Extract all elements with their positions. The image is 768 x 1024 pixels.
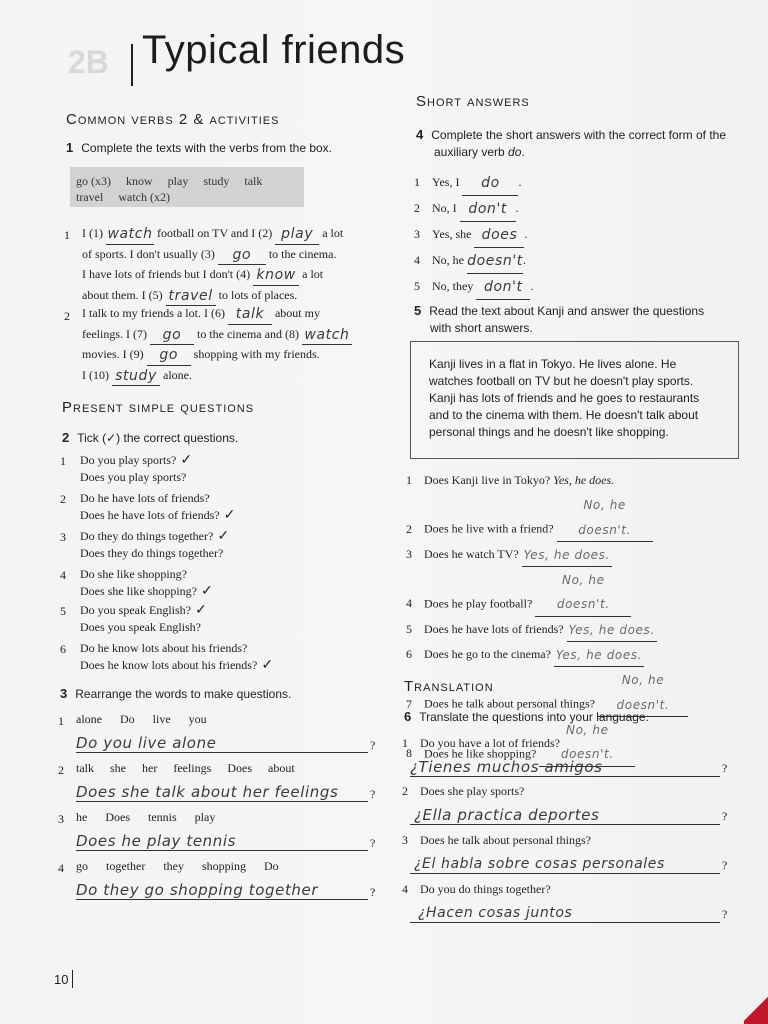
answer-6: talk bbox=[235, 306, 265, 322]
word-box-item: play bbox=[167, 174, 189, 188]
page-title: Typical friends bbox=[142, 28, 406, 72]
comprehension-answer: No, he doesn't. bbox=[556, 573, 610, 612]
page-corner-decoration bbox=[744, 994, 768, 1024]
translation-answer: ¿Ella practica deportes bbox=[414, 806, 600, 824]
word-box-item: talk bbox=[244, 174, 263, 188]
comprehension-answer: No, he doesn't. bbox=[578, 498, 632, 537]
short-answer-item: 3 Yes, she does . bbox=[414, 222, 614, 248]
answer-line-1: Do you live alone bbox=[76, 734, 217, 752]
word-box-item: watch (x2) bbox=[118, 190, 170, 204]
section-heading-present-simple: Present simple questions bbox=[62, 399, 255, 416]
answer-8: watch bbox=[304, 326, 350, 343]
scrambled-words: alone Do live you bbox=[76, 712, 207, 726]
comprehension-answer: No, he doesn't. bbox=[560, 722, 614, 762]
comprehension-item: 3 Does he watch TV? Yes, he does. bbox=[406, 542, 756, 567]
page-number-divider bbox=[72, 970, 73, 988]
exercise-4-list bbox=[414, 170, 614, 300]
comprehension-item: 6 Does he go to the cinema? Yes, he does. bbox=[406, 642, 756, 667]
scrambled-words: go together they shopping Do bbox=[76, 859, 279, 873]
word-box-row bbox=[76, 189, 298, 205]
answer-10: study bbox=[115, 367, 157, 384]
exercise-1-instruction: 1 Complete the texts with the verbs from the box. bbox=[66, 140, 333, 155]
answer-4: know bbox=[256, 267, 296, 283]
tick-mark: ✓ bbox=[217, 529, 230, 544]
scrambled-words: he Does tennis play bbox=[76, 810, 216, 824]
text-1-number: 1 bbox=[64, 228, 70, 242]
workbook-page: 2B Typical friends Common verbs 2 & activities 1 Complete the texts with the verbs from the box. go (x3) know play study talk travel watch (x2) 1 I (1) watch football on TV and I (2) play a lot of sports. I don't usually (3) go to the cinema. I have lots of friends but I don't (4) know a lot about them. I (5) travel to lots of places. 2 I talk to my friends a lot. I (6) talk about my feelings. I (7) go to the cinema and (8) watch movies. I (9) go shopping with my friends. I (10) study alone. Present simple questions 2 Tick (✓) the correct questions. 1 Do you play sports? ✓ Does you play sports? 2 Do he have lots of friends? Does he have lots of friends? ✓ 3 Do they do things together? ✓ Does they do things together? 4 Do she like shopping? Does she like shopping? ✓ 5 Do you speak English? ✓ Does you speak English? 6 Do he know lots about his friends? Does he know lots about his friends? ✓ 3 Rearrange the words to make questions. 1 alone Do live you Do you live alone ? 2 talk she her feelings Does about Does she talk about her feelings ? 3 he Does tennis play Does he play tennis ? 4 go together they shopping Do Do they go shopping together ? Short answers 4 Complete the short answers with the correct form of the auxiliary verb do. 1 Yes, I do . 2 No, I don't . 3 Yes, she does . 4 No, he doesn't. 5 No, they don't . 5 Read the text about Kanji and answer the questions with short answers. Kanji lives in a flat in Tokyo. He lives alone. He watches football on TV but he doesn't play sports. Kanji has lots of friends and he goes to restaurants and to the cinema with them. He doesn't talk about personal things and he doesn't like shopping. 1 Does Kanji live in Tokyo? Yes, he does. 2 Does he live with a friend? No, he doesn't. 3 Does he watch TV? Yes, he does. 4 Does he play football? No, he doesn't. 5 Does he have lots of friends? Yes, he does. 6 Does he go to the cinema? Yes, he does. 7 Does he talk about personal things? No, he doesn't. 8 Does he like shopping? No, he doesn't. Translation 6 Translate the questions into your language. 1 Do you have a lot of friends? ¿Tienes muchos amigos ? 2 Does she play sports? ¿Ella practica deportes ? 3 Does he talk about personal things? ¿El habla sobre cosas personales ? 4 Do you do things together? ¿Hacen cosas juntos ? 10 bbox=[0, 0, 768, 1024]
short-answer-item: 4 No, he doesn't. bbox=[414, 248, 614, 274]
answer-line-2: Does she talk about her feelings bbox=[76, 783, 339, 801]
comprehension-item: 8 Does he like shopping? No, he doesn't. bbox=[406, 717, 756, 767]
example-answer: Yes, he does. bbox=[553, 473, 615, 487]
tick-mark: ✓ bbox=[261, 658, 274, 673]
answer-2: play bbox=[281, 226, 314, 242]
title-divider bbox=[131, 44, 133, 86]
tick-mark: ✓ bbox=[194, 603, 207, 618]
translation-answer: ¿Tienes muchos amigos bbox=[410, 758, 603, 776]
exercise-2-instruction: 2 Tick (✓) the correct questions. bbox=[62, 430, 239, 445]
verb-word-box bbox=[70, 167, 304, 207]
short-answer: don't bbox=[468, 201, 507, 217]
short-answer-item: 1 Yes, I do . bbox=[414, 170, 614, 196]
short-answer-item: 2 No, I don't . bbox=[414, 196, 614, 222]
comprehension-answer: No, he doesn't. bbox=[616, 673, 670, 712]
exercise-1-text-1: I (1) watch football on TV and I (2) play a lot of sports. I don't usually (3) go to the cinema. I have lots of friends but I don't (4) know a lot about them. I (5) travel to lots of places. bbox=[82, 224, 382, 306]
answer-5: travel bbox=[168, 287, 213, 304]
answer-9: go bbox=[159, 347, 178, 363]
comprehension-answer: Yes, he does. bbox=[523, 547, 610, 562]
tick-mark: ✓ bbox=[200, 584, 213, 599]
answer-3: go bbox=[232, 246, 252, 263]
section-heading-common-verbs: Common verbs 2 & activities bbox=[66, 111, 280, 128]
page-number: 10 bbox=[54, 972, 69, 987]
lesson-code: 2B bbox=[68, 44, 109, 80]
tick-mark: ✓ bbox=[180, 453, 193, 468]
exercise-4-instruction: 4 Complete the short answers with the correct form of the auxiliary verb do. bbox=[416, 127, 727, 159]
comprehension-answer: Yes, he does. bbox=[555, 648, 643, 663]
exercise-6-instruction: 6 Translate the questions into your language. bbox=[404, 709, 649, 724]
translation-answer: ¿El habla sobre cosas personales bbox=[414, 856, 665, 872]
exercise-5-instruction: 5 Read the text about Kanji and answer the questions with short answers. bbox=[414, 303, 705, 335]
short-answer: don't bbox=[483, 279, 523, 295]
word-box-item: study bbox=[203, 174, 230, 188]
short-answer: does bbox=[481, 227, 518, 243]
exercise-1-text-2: I talk to my friends a lot. I (6) talk about my feelings. I (7) go to the cinema and (8) watch movies. I (9) go shopping with my friends. I (10) study alone. bbox=[82, 304, 392, 386]
comprehension-item: 7 Does he talk about personal things? No, he doesn't. bbox=[406, 667, 756, 717]
word-box-item: travel bbox=[76, 190, 104, 204]
comprehension-item: 1 Does Kanji live in Tokyo? Yes, he does. bbox=[406, 473, 615, 487]
translation-answer: ¿Hacen cosas juntos bbox=[418, 905, 573, 921]
text-2-number: 2 bbox=[64, 309, 70, 323]
answer-line-3: Does he play tennis bbox=[76, 832, 237, 850]
comprehension-item: 5 Does he have lots of friends? Yes, he does. bbox=[406, 617, 756, 642]
word-box-item: know bbox=[126, 174, 153, 188]
answer-1: watch bbox=[107, 226, 153, 242]
word-box-row bbox=[76, 173, 298, 189]
word-box-item: go (x3) bbox=[76, 174, 111, 188]
scrambled-words: talk she her feelings Does about bbox=[76, 761, 295, 775]
short-answer-item: 5 No, they don't . bbox=[414, 274, 614, 300]
comprehension-item: 2 Does he live with a friend? No, he doesn't. bbox=[406, 492, 756, 542]
kanji-text-box: Kanji lives in a flat in Tokyo. He lives alone. He watches football on TV but he doesn't play sports. Kanji has lots of friends and he goes to restaurants and to the cinema with them. He doesn't talk about personal things and he doesn't like shopping. bbox=[410, 341, 739, 459]
answer-7: go bbox=[162, 326, 182, 343]
short-answer: doesn't bbox=[467, 253, 523, 269]
comprehension-answer: Yes, he does. bbox=[568, 622, 655, 637]
section-heading-short-answers: Short answers bbox=[416, 93, 530, 110]
tick-mark: ✓ bbox=[223, 508, 236, 523]
exercise-3-instruction: 3 Rearrange the words to make questions. bbox=[60, 686, 292, 701]
short-answer: do bbox=[481, 175, 500, 191]
comprehension-item: 4 Does he play football? No, he doesn't. bbox=[406, 567, 756, 617]
section-heading-translation: Translation bbox=[404, 678, 494, 695]
answer-line-4: Do they go shopping together bbox=[76, 881, 319, 899]
